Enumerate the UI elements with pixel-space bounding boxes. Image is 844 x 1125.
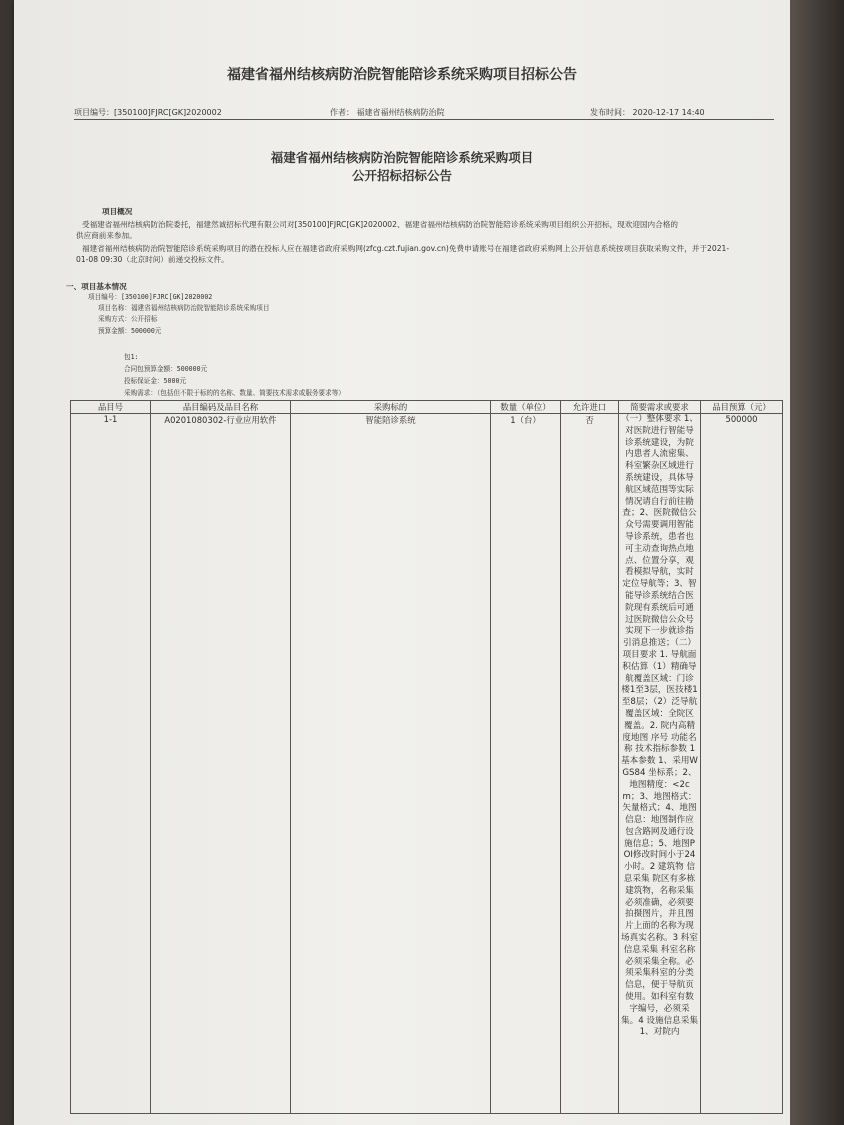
header-requirements: 简要需求或要求 (619, 401, 701, 414)
publish-time: 发布时间： 2020-12-17 14:40 (590, 108, 705, 117)
basic-project-name: 项目名称：福建省福州结核病防治院智能陪诊系统采购项目 (98, 304, 270, 312)
basic-budget: 预算金额：500000元 (98, 327, 162, 335)
cell-item-number: 1-1 (71, 414, 151, 1114)
header-item-code-name: 品目编码及品目名称 (151, 401, 291, 414)
overview-paragraph-1a: 受福建省福州结核病防治院委托，福建然诚招标代理有限公司对[350100]FJRC[GK]2020002、福建省福州结核病防治院智能陪诊系统采购项目组织公开招标，现欢迎国内合格的 (82, 220, 678, 229)
table-header-row (71, 401, 783, 414)
project-number: 项目编号：[350100]FJRC[GK]2020002 (74, 108, 222, 117)
package-label: 包1: (124, 353, 139, 361)
procurement-requirements: 采购需求：（包括但不限于标的的名称、数量、简要技术需求或服务要求等） (124, 389, 345, 397)
header-import-allowed: 允许进口 (561, 401, 619, 414)
table-row (71, 414, 783, 1114)
overview-paragraph-2b: 01-08 09:30（北京时间）前递交投标文件。 (76, 255, 229, 264)
document-page (14, 0, 790, 1125)
cell-item-budget: 500000 (701, 414, 783, 1114)
header-procurement-target: 采购标的 (291, 401, 491, 414)
cell-quantity: 1（台） (491, 414, 561, 1114)
procurement-table (70, 400, 783, 1114)
notice-title-line2: 公开招标招标公告 (351, 168, 452, 183)
header-item-budget: 品目预算（元） (701, 401, 783, 414)
basic-info-heading: 一、项目基本情况 (66, 282, 127, 291)
bid-bond: 投标保证金：5000元 (124, 377, 187, 385)
page-title: 福建省福州结核病防治院智能陪诊系统采购项目招标公告 (227, 67, 577, 83)
notice-title-line1: 福建省福州结核病防治院智能陪诊系统采购项目 (270, 150, 534, 165)
cell-import-allowed: 否 (561, 414, 619, 1114)
contract-budget: 合同包预算金额：500000元 (124, 365, 208, 373)
cell-procurement-target: 智能陪诊系统 (291, 414, 491, 1114)
header-item-number: 品目号 (71, 401, 151, 414)
overview-heading: 项目概况 (102, 207, 133, 216)
cell-requirements: （一）整体要求 1、对医院进行智能导诊系统建设，为院内患者人流密集、科室繁杂区域进行系统建设，具体导航区域范围等实际情况请自行前往勘查；2、医院微信公众号需要调用智能导诊系统，患者也可主动查询热点地点、位置分享，观看模拟导航，实时定位导航等；3、智能导诊系统结合医院现有系统后可通过医院微信公众号实现下一步就诊指引消息推送；（二）项目要求 1. 导航面积估算（1）精确导航覆盖区域：门诊楼1至3层，医技楼1至8层；（2）泛导航覆盖区域：全院区覆盖。2. 院内高精度地图 序号 功能名称 技术指标参数 1 基本参数 1、采用WGS84 坐标系；2、地图精度：<2cm；3、地图格式：矢量格式；4、地图信息：地图制作应包含路网及通行设施信息；5、地图POI修改时间小于24小时。2 建筑物 信息采集 院区有多栋建筑物，名称采集必须准确，必须要拍摄图片，并且图片上面的名称为现场真实名称。3 科室信息采集 科室名称必须采集全称。必须采集科室的分类信息，便于导航页使用。如科室有数字编号，必须采集。4 设施信息采集 1、对院内 (619, 414, 701, 1114)
header-divider (74, 119, 774, 120)
author: 作者： 福建省福州结核病防治院 (330, 108, 445, 117)
desk-background (790, 0, 844, 1125)
basic-procurement-method: 采购方式：公开招标 (98, 315, 158, 323)
basic-project-number: 项目编号：[350100]FJRC[GK]2020002 (88, 293, 213, 301)
overview-paragraph-1b: 供应商前来参加。 (76, 231, 137, 240)
overview-paragraph-2a: 福建省福州结核病防治院智能陪诊系统采购项目的潜在投标人应在福建省政府采购网(zfcg.czt.fujian.gov.cn)免费申请账号在福建省政府采购网上公开信息系统按项目获取采购文件，并于2021- (82, 244, 730, 253)
cell-item-code-name: A0201080302-行业应用软件 (151, 414, 291, 1114)
header-quantity: 数量（单位） (491, 401, 561, 414)
